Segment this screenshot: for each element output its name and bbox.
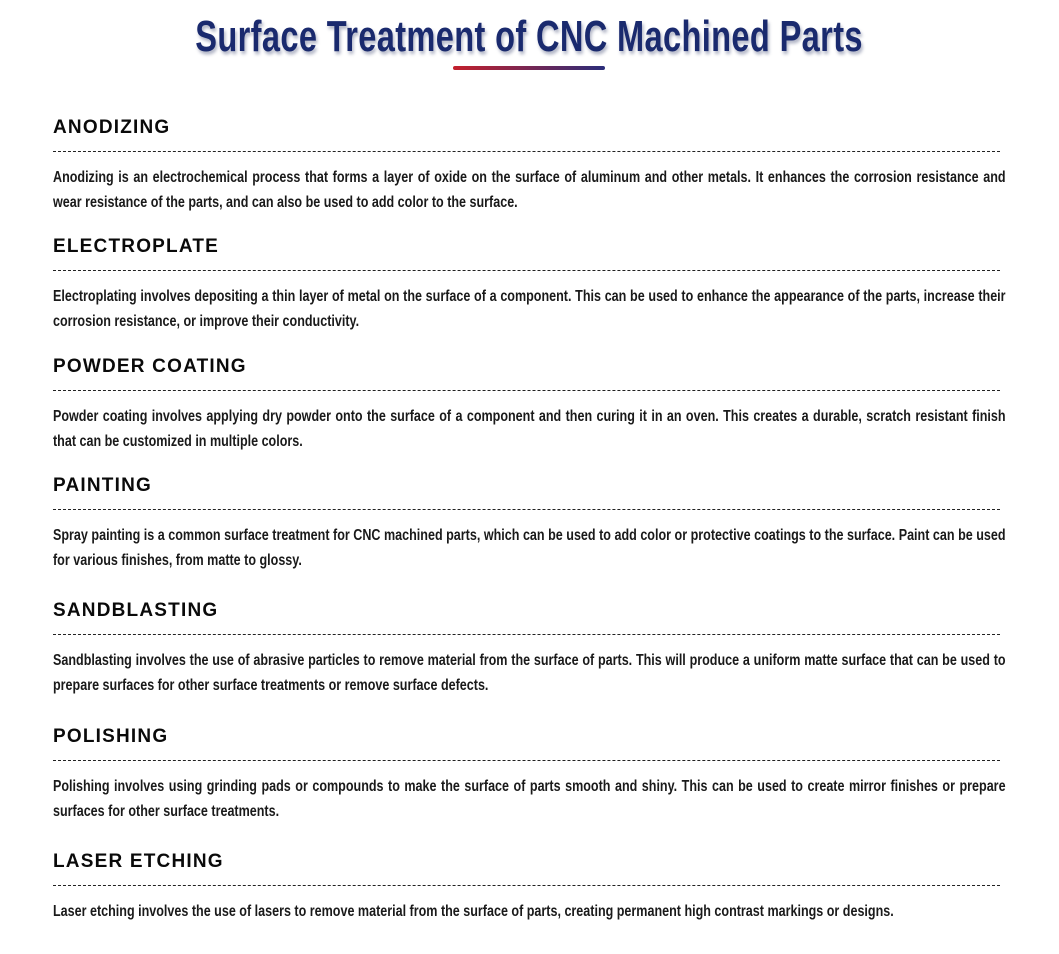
- section-heading: POLISHING: [53, 726, 169, 747]
- title-underline: [453, 66, 605, 70]
- section-heading: LASER ETCHING: [53, 851, 224, 872]
- dashed-divider: [53, 270, 1000, 271]
- section-heading: SANDBLASTING: [53, 600, 219, 621]
- dashed-divider: [53, 885, 1000, 886]
- page-title-wrap: [0, 12, 1059, 62]
- dashed-divider: [53, 151, 1000, 152]
- section-heading: ANODIZING: [53, 117, 171, 138]
- page-title: Surface Treatment of CNC Machined Parts: [195, 12, 864, 61]
- dashed-divider: [53, 509, 1000, 510]
- section-heading: ELECTROPLATE: [53, 236, 220, 257]
- section-heading: POWDER COATING: [53, 356, 247, 377]
- section-text: Powder coating involves applying dry powder onto the surface of a component and then curing it in an oven. This creates a durable, scratch resistant finish that can be customized in multiple colors.: [53, 408, 1006, 450]
- section-heading: PAINTING: [53, 475, 152, 496]
- section-text: Anodizing is an electrochemical process that forms a layer of oxide on the surface of aluminum and other metals. It enhances the corrosion resistance and wear resistance of the parts, and can also be used to add color to the surface.: [53, 169, 1006, 211]
- dashed-divider: [53, 390, 1000, 391]
- section-text: Laser etching involves the use of lasers to remove material from the surface of parts, creating permanent high contrast markings or designs.: [53, 903, 894, 920]
- dashed-divider: [53, 634, 1000, 635]
- dashed-divider: [53, 760, 1000, 761]
- section-text: Electroplating involves depositing a thin layer of metal on the surface of a component. This can be used to enhance the appearance of the parts, increase their corrosion resistance, or improve their conductivity.: [53, 288, 1006, 330]
- section-text: Sandblasting involves the use of abrasive particles to remove material from the surface of parts. This will produce a uniform matte surface that can be used to prepare surfaces for other surface treatments or remove surface defects.: [53, 652, 1006, 694]
- section-text: Spray painting is a common surface treatment for CNC machined parts, which can be used to add color or protective coatings to the surface. Paint can be used for various finishes, from matte to glossy.: [53, 527, 1006, 569]
- section-text: Polishing involves using grinding pads or compounds to make the surface of parts smooth and shiny. This can be used to create mirror finishes or prepare surfaces for other surface treatments.: [53, 778, 1006, 820]
